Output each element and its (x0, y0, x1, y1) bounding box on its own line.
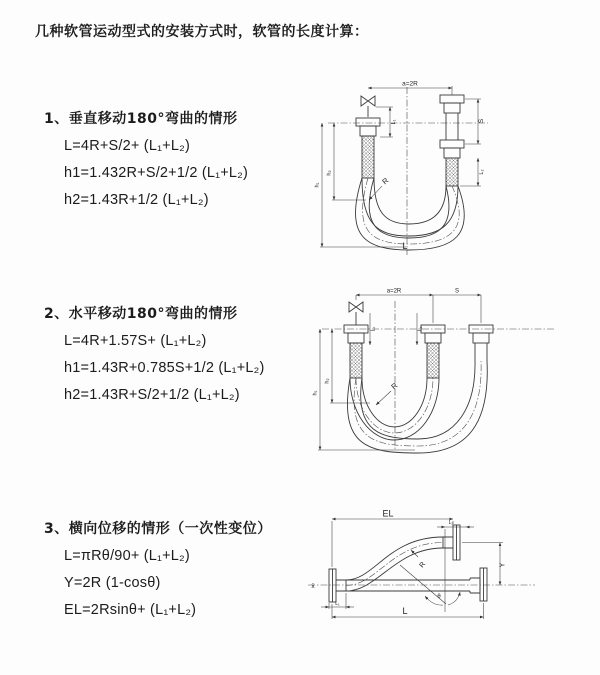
section-2-heading: 2、水平移动180°弯曲的情形 (44, 306, 238, 322)
dim-label-h2: h₂ (324, 378, 331, 384)
dim-label-r: R (380, 175, 391, 187)
section-1-formula-l: L=4R+S/2+ (L₁+L₂) (64, 138, 190, 154)
section-3-formula-el: EL=2Rsinθ+ (L₁+L₂) (64, 602, 197, 618)
dim-label-s: S (478, 118, 485, 124)
hose-u-bend (355, 175, 464, 250)
section-2-formula-l: L=4R+1.57S+ (L₁+L₂) (64, 333, 207, 349)
dim-label-r: R (389, 380, 400, 392)
dimension-labels (311, 509, 506, 617)
section-2-formula-h1: h1=1.43R+0.785S+1/2 (L₁+L₂) (64, 360, 265, 376)
dim-label-el: EL (382, 508, 394, 519)
dim-label-h1: h₁ (312, 390, 319, 396)
hose-u-bends (347, 361, 487, 453)
dim-label-h2: h₂ (326, 170, 333, 176)
section-3-heading: 3、横向位移的情形（一次性变位） (44, 521, 272, 537)
dimensions-left (318, 329, 415, 450)
section-2 (44, 301, 314, 409)
valve-icon (361, 96, 375, 117)
left-pipe-flange (344, 325, 368, 378)
dim-label-l1: L₁ (370, 326, 377, 332)
dim-label-l2: L₂ (417, 326, 424, 332)
dimension-labels (315, 81, 486, 252)
right-pipe-flange-displaced (469, 325, 493, 361)
dim-label-r: R (418, 560, 428, 570)
dim-label-l: L (402, 241, 408, 251)
section-3-formula-y: Y=2R (1-cosθ) (64, 575, 161, 591)
dimension-labels (313, 289, 460, 396)
left-pipe-flange (356, 118, 380, 178)
dim-label-l1: L₁ (391, 119, 397, 125)
s-curve-hose-displaced (346, 525, 460, 591)
dimensions-top (356, 295, 481, 323)
middle-pipe-flange (421, 325, 445, 378)
dim-label-h1: h₁ (314, 182, 321, 188)
dim-label-a2r: a=2R (386, 288, 402, 295)
dimensions (321, 519, 503, 619)
dim-label-l2: L₂ (479, 169, 485, 175)
section-1-heading: 1、垂直移动180°弯曲的情形 (44, 111, 238, 127)
dim-label-s: S (454, 288, 460, 295)
construction-lines (400, 529, 460, 612)
section-1 (44, 106, 314, 214)
dim-label-l: L (402, 606, 408, 616)
diagram-horizontal-movement (310, 283, 600, 458)
document-title: 几种软管运动型式的安装方式时，软管的长度计算： (35, 24, 369, 40)
section-2-formula-h2: h2=1.43R+S/2+1/2 (L₁+L₂) (64, 387, 240, 403)
section-1-formula-h1: h1=1.432R+S/2+1/2 (L₁+L₂) (64, 165, 249, 181)
diagram-vertical-movement (310, 73, 600, 258)
dim-label-l1: L₁ (335, 601, 340, 607)
dim-label-a2r: a=2R (402, 80, 418, 88)
valve-icon (349, 302, 363, 325)
dim-label-l2: L₂ (448, 520, 454, 526)
left-flange-pipe (329, 569, 346, 602)
right-pipe-flanges (440, 95, 464, 186)
section-1-formula-h2: h2=1.43R+1/2 (L₁+L₂) (64, 192, 209, 208)
dim-label-theta: θ (437, 594, 441, 600)
diagram-lateral-displacement (300, 505, 600, 640)
section-3 (44, 516, 314, 624)
axis-label: x̄ (311, 583, 315, 590)
dim-label-y: Y (499, 562, 507, 568)
section-3-formula-l: L=πRθ/90+ (L₁+L₂) (64, 548, 190, 564)
centerlines (328, 87, 488, 255)
